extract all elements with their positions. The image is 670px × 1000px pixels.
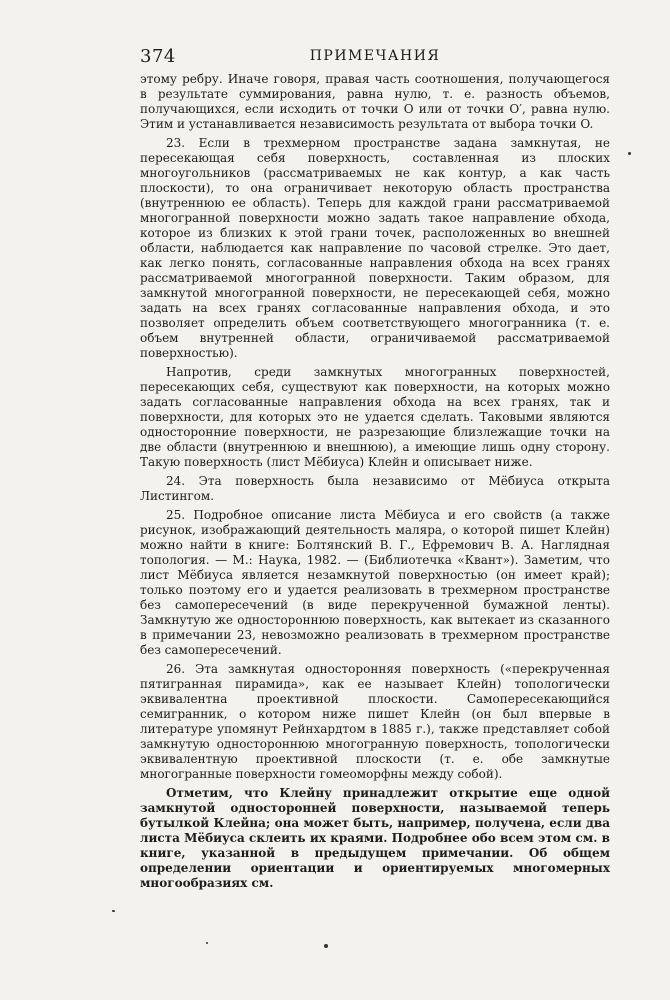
note-26-continued: Отметим, что Клейну принадлежит открытие еще одной замкнутой односторонней поверхности, называемой теперь бутылкой Клейна; она может быть, например, получена, если два листа Мёбиуса склеить их краями. Подробнее обо всем этом см. в книге, указанной в предыдущем примечании. Об общем определении ориентации и ориентируемых многомерных многообразиях см. [140,786,610,890]
running-title: ПРИМЕЧАНИЯ [309,48,441,64]
note-26: 26. Эта замкнутая односторонняя поверхность («перекрученная пятигранная пирамида», как ее называет Клейн) топологически эквивалентна проективной плоскости. Самопересекающийся семигранник, о котором ниже пишет Клейн (он был впервые в литературе упомянут Рейнхардтом в 1885 г.), также представляет собой замкнутую одностороннюю многогранную поверхность, топологически эквивалентную проективной плоскости (т. е. обе замкнутые многогранные поверхности гомеоморфны между собой). [140,662,610,781]
page-header [140,46,610,72]
paragraph-continuation: этому ребру. Иначе говоря, правая часть соотношения, получающегося в результате суммирования, равна нулю, т. е. разность объемов, получающихся, если исходить от точки O или от точки O′, равна нулю. Этим и устанавливается независимость результата от выбора точки O. [140,72,610,131]
page-number: 374 [140,46,176,67]
print-speck [206,942,208,944]
note-24: 24. Эта поверхность была независимо от Мёбиуса открыта Листингом. [140,474,610,503]
note-25: 25. Подробное описание листа Мёбиуса и его свойств (а также рисунок, изображающий деятельность маляра, о которой пишет Клейн) можно найти в книге: Болтянский В. Г., Ефремович В. А. Наглядная топология. — М.: Наука, 1982. — (Библиотечка «Квант»). Заметим, что лист Мёбиуса является незамкнутой поверхностью (он имеет край); только поэтому его и удается реализовать в трехмерном пространстве без самопересечений (в виде перекрученной бумажной ленты). Замкнутую же одностороннюю поверхность, как вытекает из сказанного в примечании 23, невозможно реализовать в трехмерном пространстве без самопересечений. [140,508,610,657]
note-23-continued: Напротив, среди замкнутых многогранных поверхностей, пересекающих себя, существуют как поверхности, на которых можно задать согласованные направления обхода на всех гранях, так и поверхности, для которых это не удается сделать. Таковыми являются односторонние поверхности, не разрезающие близлежащие точки на две области (внутреннюю и внешнюю), а имеющие лишь одну сторону. Такую поверхность (лист Мёбиуса) Клейн и описывает ниже. [140,365,610,469]
body-text [140,72,610,895]
print-speck [324,944,328,948]
print-speck [628,152,631,155]
note-23: 23. Если в трехмерном пространстве задана замкнутая, не пересекающая себя поверхность, составленная из плоских многоугольников (рассматриваемых не как контур, а как часть плоскости), то она ограничивает некоторую область пространства (внутреннюю ее область). Теперь для каждой грани рассматриваемой многогранной поверхности можно задать такое направление обхода, которое из близких к этой грани точек, расположенных во внешней области, наблюдается как направление по часовой стрелке. Это дает, как легко понять, согласованные направления обхода на всех гранях рассматриваемой многогранной поверхности. Таким образом, для замкнутой многогранной поверхности, не пересекающей себя, можно задать на всех гранях согласованные направления обхода, и это позволяет определить объем соответствующего многогранника (т. е. объем внутренней области, ограничиваемой рассматриваемой поверхностью). [140,136,610,360]
print-speck [112,910,115,912]
